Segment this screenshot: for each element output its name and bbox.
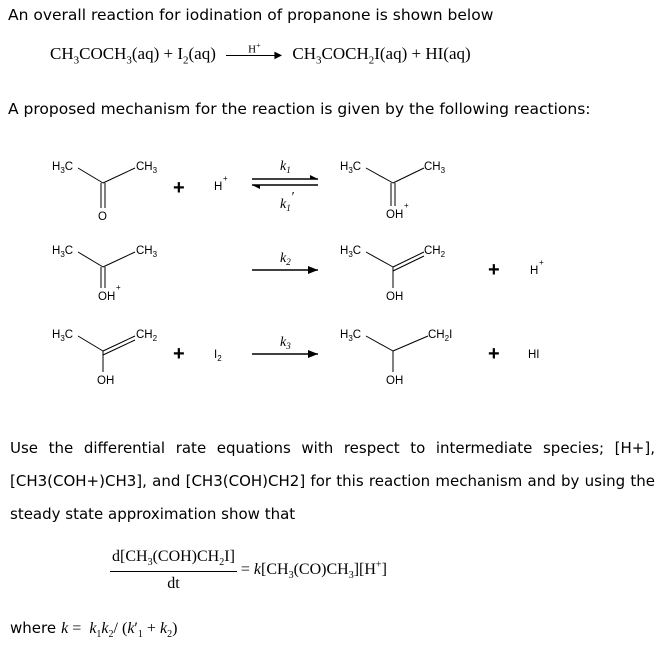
- step3-enol: [52, 329, 158, 387]
- product-hi: HI(aq): [425, 44, 471, 63]
- svg-text:+: +: [223, 174, 228, 183]
- svg-text:H3C: $H_3C$: [52, 329, 74, 343]
- reaction-arrow: H+ ▶: [226, 55, 282, 56]
- svg-text:O: O: [98, 211, 107, 223]
- svg-text:+: +: [488, 259, 500, 281]
- mechanism-intro: A proposed mechanism for the reaction is given by the following reactions:: [8, 100, 591, 118]
- svg-text:H3C: $H_3C$: [340, 329, 362, 343]
- plus-sign: +: [411, 44, 422, 63]
- step1-protonated-ketone: [340, 161, 446, 221]
- step3-iodo-product: [340, 329, 452, 387]
- product-iodopropanone: $CH_3COCH_2I(aq)$: [292, 44, 408, 67]
- rate-rhs: = $k[CH_3(CO)CH_3][H^+]$: [240, 559, 387, 582]
- svg-text:k1: $k_1$: [280, 159, 291, 175]
- svg-text:H3C: $H_3C$: [340, 161, 362, 175]
- rate-denominator: dt: [167, 575, 180, 593]
- svg-text:H: H: [530, 265, 539, 277]
- svg-text:H3C: $H_3C$: [52, 161, 74, 175]
- rate-equation: [110, 548, 387, 593]
- svg-text:CH2I: $CH_2I$: [428, 329, 453, 343]
- overall-reaction: [50, 40, 471, 67]
- intro-text: An overall reaction for iodination of propanone is shown below: [8, 6, 494, 24]
- reactant-iodine: $I_2(aq)$: [177, 44, 216, 67]
- svg-text:OH: OH: [97, 375, 115, 387]
- catalyst-label: H+: [248, 40, 261, 56]
- svg-text:CH3: $CH_3$: [424, 161, 446, 175]
- svg-text:+: +: [173, 343, 185, 365]
- svg-text:+: +: [404, 201, 409, 210]
- reactant-propanone: $CH_3COCH_3(aq)$: [50, 44, 160, 67]
- step2-enol: [340, 245, 446, 303]
- svg-text:CH3: $CH_3$: [136, 245, 158, 259]
- svg-text:H: H: [214, 181, 223, 193]
- mechanism-diagram: [0, 150, 670, 400]
- svg-text:CH2: $CH_2$: [424, 245, 446, 259]
- svg-text:+: +: [116, 283, 121, 292]
- step1-propanone: [52, 161, 158, 223]
- svg-text:+: +: [488, 343, 500, 365]
- where-clause: where $k = k_1k_2/$ $(k'_1 + k_2)$: [10, 619, 178, 641]
- svg-text:CH3: $CH_3$: [136, 161, 158, 175]
- svg-text:OH: OH: [386, 291, 404, 303]
- svg-text:k3: $k_3$: [280, 335, 291, 351]
- svg-text:+: +: [539, 258, 544, 267]
- rate-numerator: $d[CH_3(COH)CH_2I]$: [110, 548, 237, 572]
- hi-label: HI: [528, 349, 540, 361]
- step3-arrow: [252, 335, 318, 358]
- svg-text:H3C: $H_3C$: [340, 245, 362, 259]
- svg-text:I2: $I_2$: [214, 349, 222, 363]
- svg-text:OH: OH: [98, 291, 116, 303]
- step2-protonated-ketone: [52, 245, 158, 303]
- svg-text:H3C: $H_3C$: [52, 245, 74, 259]
- svg-text:CH2: $CH_2$: [136, 329, 158, 343]
- svg-text:OH: OH: [386, 209, 404, 221]
- svg-text:k1′: $k_1'$: [280, 190, 294, 213]
- svg-text:k2: $k_2$: [280, 251, 291, 267]
- svg-text:+: +: [173, 177, 185, 199]
- question-text: Use the differential rate equations with respect to intermediate species; [H+], [CH3(COH+)CH3], and [CH3(COH)CH2] for this reaction mechanism and by using the steady state approximation show that: [10, 439, 655, 523]
- svg-text:OH: OH: [386, 375, 404, 387]
- plus-sign: +: [163, 44, 174, 63]
- step2-arrow: [252, 251, 318, 274]
- equilibrium-arrow: [252, 159, 318, 213]
